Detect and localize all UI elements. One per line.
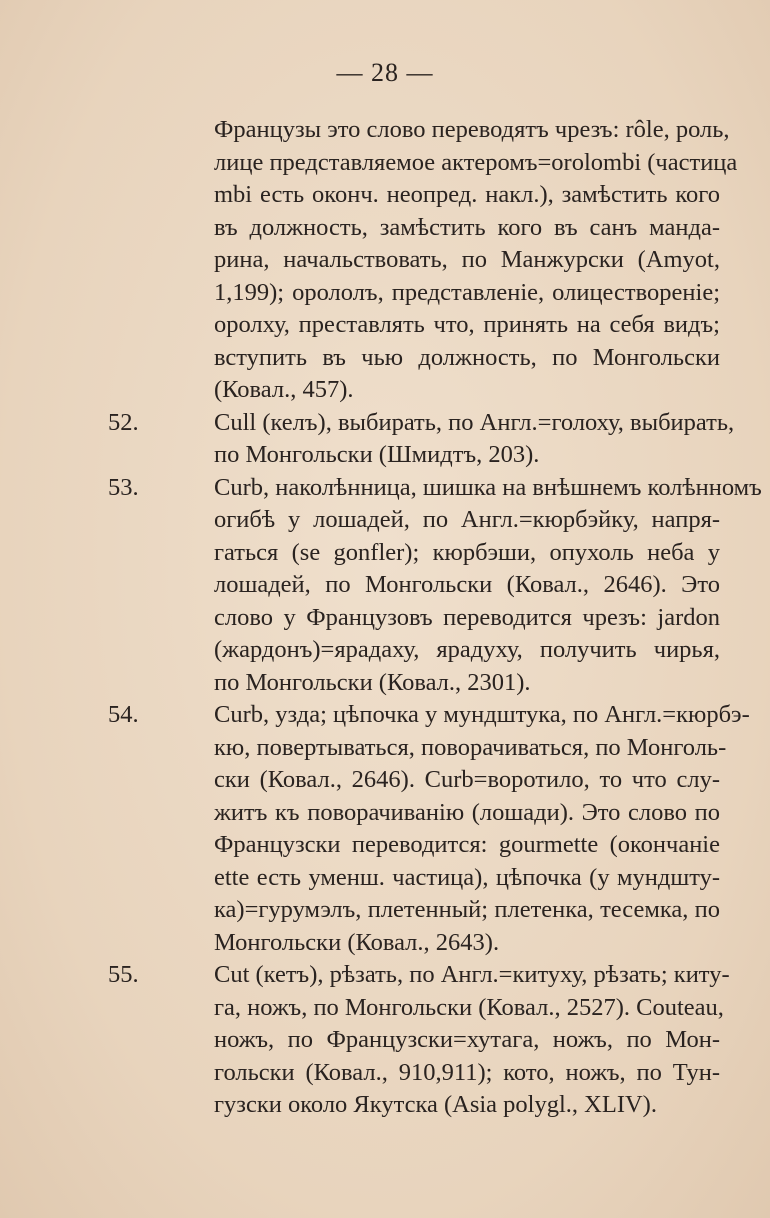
- text-line: [108, 537, 720, 570]
- text-line: [108, 602, 720, 635]
- line-text: Французски переводится: gourmette (окончаніе: [214, 831, 720, 858]
- line-text: Cut (кетъ), рѣзать, по Англ.=китуху, рѣзать; киту-: [214, 961, 730, 988]
- text-line: [108, 1089, 720, 1122]
- text-line: [108, 862, 720, 895]
- line-text: оролху, преставлять что, принять на себя видъ;: [214, 311, 720, 338]
- text-line: [108, 342, 720, 375]
- text-line: [108, 829, 720, 862]
- text-line: [108, 1057, 720, 1090]
- text-line: [108, 797, 720, 830]
- text-line: [108, 667, 720, 700]
- line-text: лошадей, по Монгольски (Ковал., 2646). Это: [214, 571, 720, 598]
- line-text: вступить въ чью должность, по Монгольски: [214, 343, 720, 371]
- line-text: гольски (Ковал., 910,911); кото, ножъ, по Тун-: [214, 1058, 720, 1086]
- line-text: ножъ, по Французски=хутага, ножъ, по Мон-: [214, 1026, 720, 1053]
- page-number: — 28 —: [336, 58, 434, 87]
- line-text: ка)=гурумэлъ, плетенный; плетенка, тесемка, по: [214, 896, 720, 923]
- page-text: [108, 114, 762, 1122]
- text-line: [108, 927, 720, 960]
- line-text: га, ножъ, по Монгольски (Ковал., 2527). Couteau,: [214, 993, 724, 1021]
- text-line: [108, 147, 738, 180]
- text-line: [108, 212, 720, 245]
- text-line: [108, 244, 720, 277]
- text-line: [108, 569, 720, 602]
- text-line: [108, 407, 735, 440]
- line-text: Монгольски (Ковал., 2643).: [214, 928, 500, 956]
- text-line: [108, 894, 720, 927]
- line-text: Curb, наколѣнница, шишка на внѣшнемъ колѣнномъ: [214, 473, 762, 501]
- line-text: mbi есть оконч. неопред. накл.), замѣстить кого: [214, 181, 720, 208]
- entry-number: 53.: [108, 473, 139, 501]
- line-text: Cull (келъ), выбирать, по Англ.=голоху, выбирать,: [214, 408, 735, 436]
- text-line: [108, 764, 720, 797]
- text-line: [108, 699, 750, 732]
- line-text: рина, начальствовать, по Манжурски (Amyot,: [214, 246, 720, 273]
- line-text: въ должность, замѣстить кого въ санъ манда-: [214, 213, 720, 241]
- text-line: [108, 309, 720, 342]
- line-text: кю, повертываться, поворачиваться, по Монголь-: [214, 733, 727, 761]
- line-text: Французы это слово переводятъ чрезъ: rôle, роль,: [214, 116, 730, 143]
- text-line: [108, 992, 724, 1025]
- text-line: [108, 634, 720, 667]
- text-line: [108, 732, 727, 765]
- text-line: [108, 277, 720, 310]
- text-line: [108, 439, 720, 472]
- entry-number: 55.: [108, 961, 139, 988]
- line-text: (Ковал., 457).: [214, 376, 354, 403]
- line-text: гаться (se gonfler); кюрбэши, опухоль неба у: [214, 538, 720, 566]
- line-text: Curb, узда; цѣпочка у мундштука, по Англ.=кюрбэ-: [214, 701, 750, 728]
- entry-number: 54.: [108, 701, 139, 728]
- text-line: [108, 1024, 720, 1057]
- line-text: по Монгольски (Ковал., 2301).: [214, 668, 531, 696]
- line-text: по Монгольски (Шмидтъ, 203).: [214, 441, 540, 468]
- line-text: 1,199); орололъ, представленіе, олицествореніе;: [214, 278, 720, 306]
- line-text: огибѣ у лошадей, по Англ.=кюрбэйку, напря-: [214, 506, 720, 533]
- line-text: (жардонъ)=ярадаху, ярадуху, получить чирья,: [214, 636, 720, 663]
- text-line: [108, 114, 730, 147]
- text-line: [108, 472, 762, 505]
- line-text: слово у Французовъ переводится чрезъ: jardon: [214, 603, 720, 631]
- line-text: ски (Ковал., 2646). Curb=воротило, то что слу-: [214, 766, 720, 793]
- text-line: [108, 504, 720, 537]
- line-text: гузски около Якутска (Asia polygl., XLIV).: [214, 1091, 657, 1118]
- entry-number: 52.: [108, 408, 139, 436]
- text-line: [108, 179, 720, 212]
- text-line: [108, 959, 730, 992]
- line-text: ette есть уменш. частица), цѣпочка (у мундшту-: [214, 863, 720, 891]
- line-text: лице представляемое актеромъ=orolombi (частица: [214, 148, 738, 176]
- line-text: житъ къ поворачиванію (лошади). Это слово по: [214, 798, 720, 826]
- text-line: [108, 374, 720, 407]
